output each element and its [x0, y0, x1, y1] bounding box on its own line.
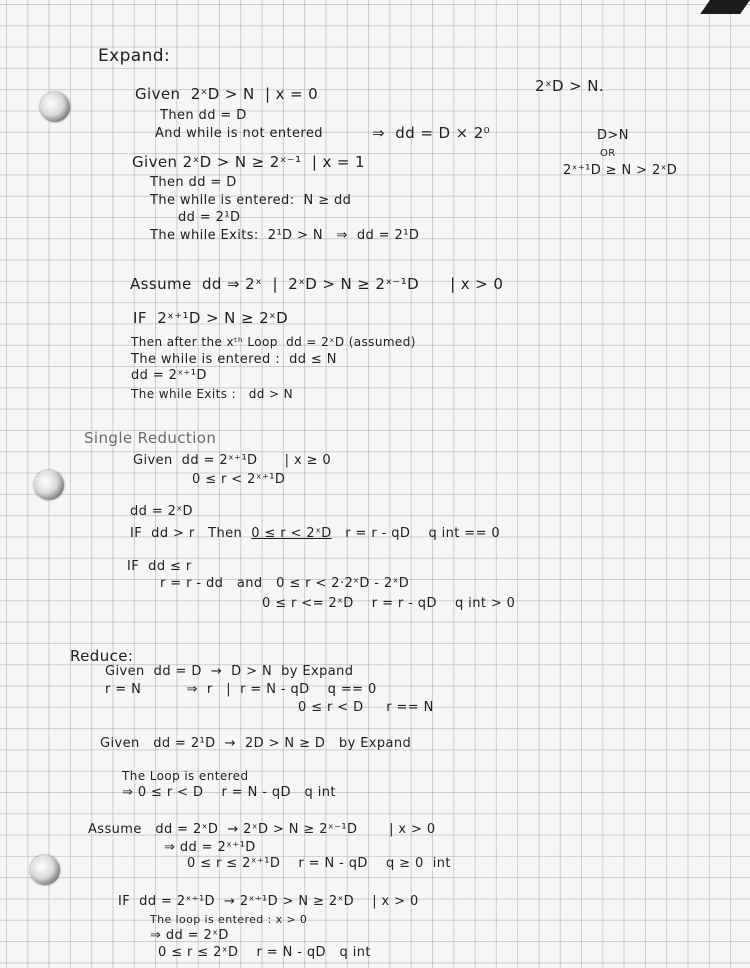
expand-given-1: Given 2ˣD > N | x = 0	[135, 85, 319, 103]
reduce-range-3: 0 ≤ r ≤ 2ˣ⁺¹D r = N - qD q ≥ 0 int	[187, 856, 451, 871]
expand-if: IF 2ˣ⁺¹D > N ≥ 2ˣD	[133, 309, 289, 327]
reduce-if: IF dd = 2ˣ⁺¹D → 2ˣ⁺¹D > N ≥ 2ˣD | x > 0	[118, 894, 419, 909]
expand-while-entered-2: The while is entered: N ≥ dd	[150, 193, 352, 208]
expand-while-exits-2: The while Exits: 2¹D > N ⇒ dd = 2¹D	[150, 228, 420, 243]
expand-heading: Expand:	[98, 46, 171, 66]
single-if-greater	[130, 526, 500, 542]
single-reduction-heading: Single Reduction	[84, 429, 217, 447]
expand-assume: Assume dd ⇒ 2ˣ | 2ˣD > N ≥ 2ˣ⁻¹D | x > 0	[130, 275, 504, 293]
single-dd: dd = 2ˣD	[130, 504, 193, 519]
expand-after-loop: Then after the xᵗʰ Loop dd = 2ˣD (assumed)	[131, 335, 416, 349]
reduce-heading: Reduce:	[70, 647, 134, 665]
reduce-range-4: 0 ≤ r ≤ 2ˣD r = N - qD q int	[158, 945, 371, 960]
single-range: 0 ≤ r < 2ˣ⁺¹D	[192, 472, 286, 487]
reduce-r-equals-n: r = N ⇒ r | r = N - qD q == 0	[105, 682, 377, 697]
reduce-dd-if: ⇒ dd = 2ˣD	[150, 928, 229, 943]
expand-given-2: Given 2ˣD > N ≥ 2ˣ⁻¹ | x = 1	[132, 153, 365, 171]
single-if-leq: IF dd ≤ r	[127, 559, 192, 574]
expand-then-2: Then dd = D	[150, 175, 237, 190]
reduce-given-2: Given dd = 2¹D → 2D > N ≥ D by Expand	[100, 736, 412, 751]
single-if-greater-c: r = r - qD q int == 0	[331, 526, 501, 541]
reduce-range-2: ⇒ 0 ≤ r < D r = N - qD q int	[122, 785, 336, 800]
single-if-greater-a: IF dd > r Then	[130, 526, 252, 541]
corner-ink-mark	[700, 0, 750, 14]
reduce-dd-assume: ⇒ dd = 2ˣ⁺¹D	[164, 840, 256, 855]
reduce-range-1: 0 ≤ r < D r == N	[298, 700, 434, 715]
reduce-loop-entered-2: The loop is entered : x > 0	[150, 913, 308, 926]
binder-hole-middle	[34, 470, 64, 500]
single-if-greater-b: 0 ≤ r < 2ˣD	[251, 526, 332, 541]
expand-result-1: ⇒ dd = D × 2⁰	[372, 124, 491, 142]
single-subtract: r = r - dd and 0 ≤ r < 2·2ˣD - 2ˣD	[160, 576, 410, 591]
expand-then-1: Then dd = D	[160, 108, 247, 123]
expand-dd-2: dd = 2¹D	[178, 210, 241, 225]
expand-dd-3: dd = 2ˣ⁺¹D	[131, 368, 207, 383]
expand-while-exits-3: The while Exits : dd > N	[131, 387, 293, 401]
single-given: Given dd = 2ˣ⁺¹D | x ≥ 0	[133, 453, 332, 468]
reduce-assume: Assume dd = 2ˣD → 2ˣD > N ≥ 2ˣ⁻¹D | x > 0	[88, 822, 436, 837]
side-note-b3: 2ˣ⁺¹D ≥ N > 2ˣD	[563, 163, 678, 178]
reduce-loop-entered-1: The Loop is entered	[122, 769, 249, 783]
binder-hole-top	[40, 92, 70, 122]
binder-hole-bottom	[30, 855, 60, 885]
expand-not-entered: And while is not entered	[155, 126, 323, 141]
expand-while-entered-3: The while is entered : dd ≤ N	[131, 352, 337, 367]
side-note-b2: OR	[600, 148, 616, 159]
reduce-given-1: Given dd = D → D > N by Expand	[105, 664, 354, 679]
single-result: 0 ≤ r <= 2ˣD r = r - qD q int > 0	[262, 596, 516, 611]
side-note-b1: D>N	[597, 128, 629, 143]
side-note-a: 2ˣD > N.	[535, 77, 605, 95]
